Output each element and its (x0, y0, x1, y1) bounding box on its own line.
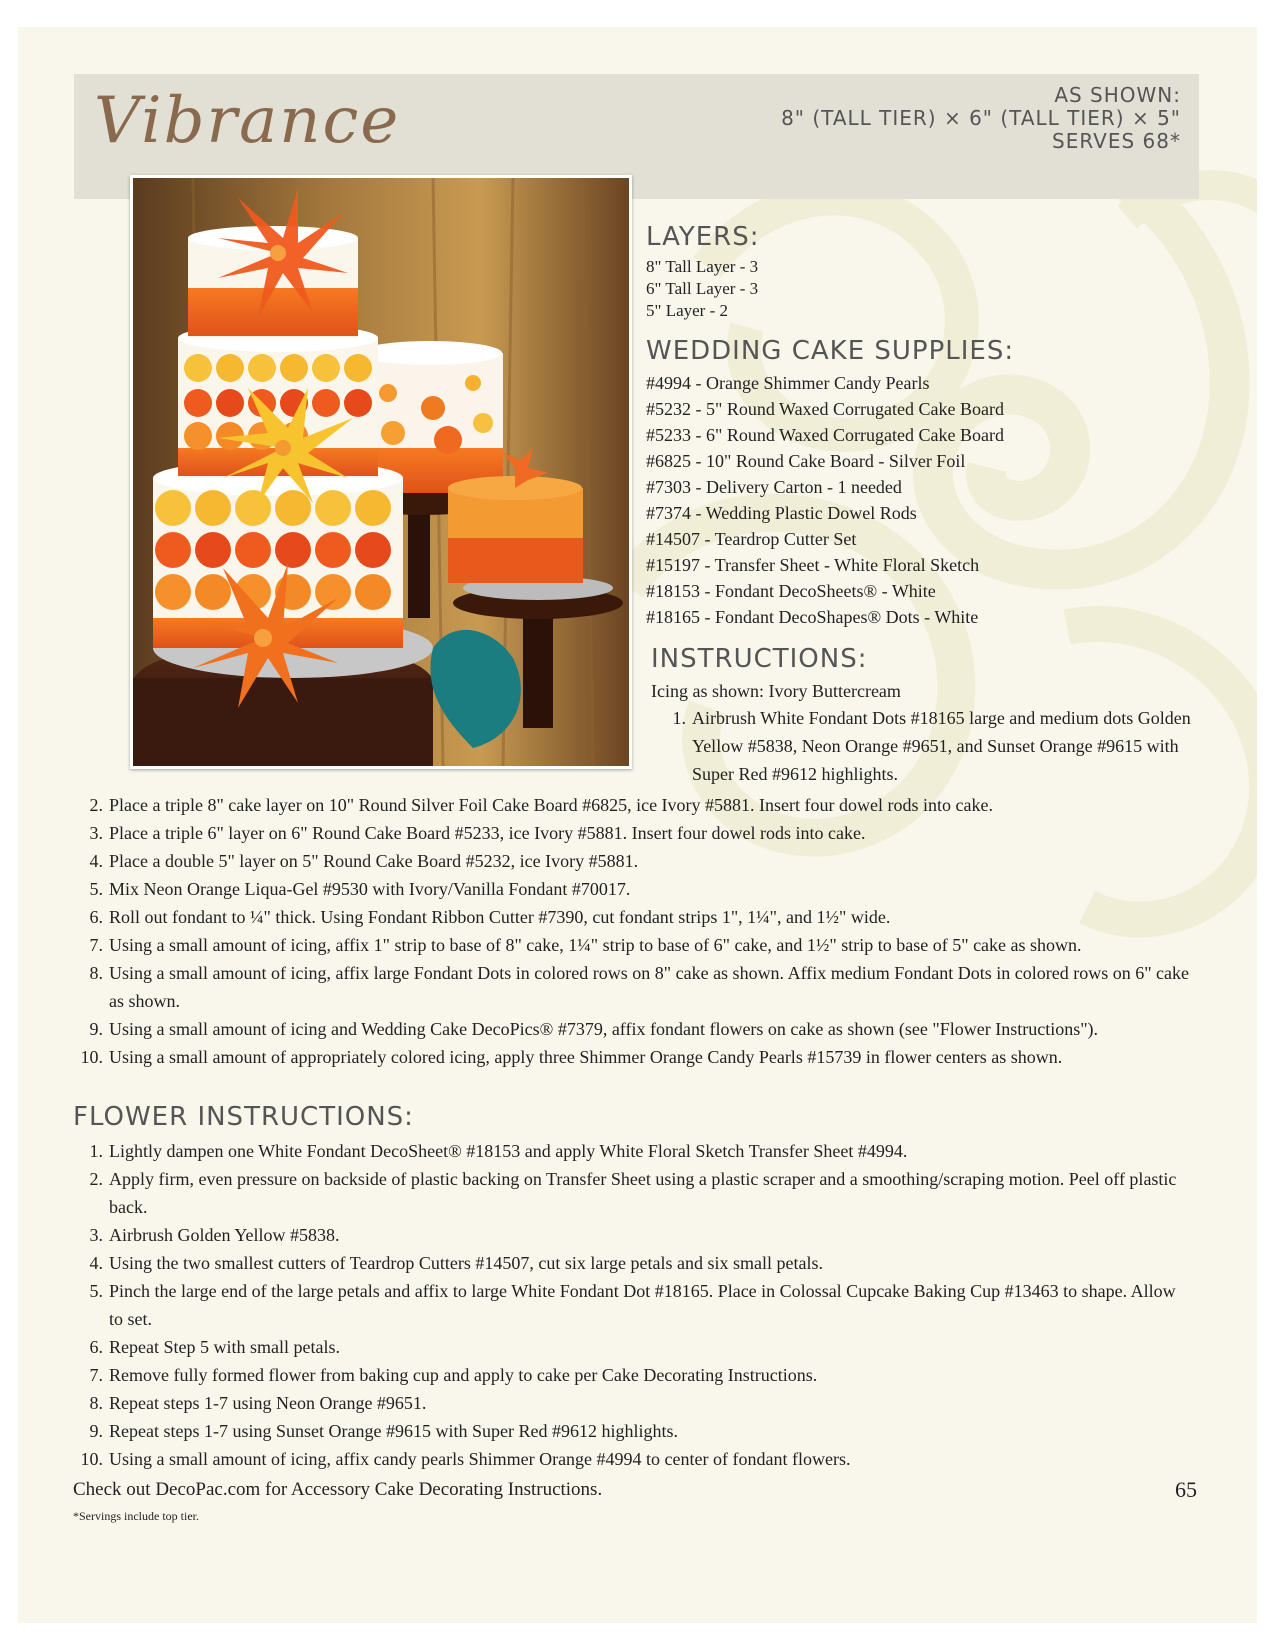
instruction-step: 6. Roll out fondant to ¼" thick. Using Fondant Ribbon Cutter #7390, cut fondant strips 1", 1¼", and 1½" wide. (89, 907, 891, 927)
supplies-heading: WEDDING CAKE SUPPLIES: (646, 336, 1015, 366)
flower-instructions-heading: FLOWER INSTRUCTIONS: (73, 1102, 414, 1132)
instructions-section (646, 644, 1206, 788)
instruction-step: 5. Mix Neon Orange Liqua-Gel #9530 with Ivory/Vanilla Fondant #70017. (89, 879, 631, 899)
flower-step: 6. Repeat Step 5 with small petals. (89, 1337, 340, 1357)
flower-step: 3. Airbrush Golden Yellow #5838. (89, 1225, 340, 1245)
flower-step: 10. Using a small amount of icing, affix candy pearls Shimmer Orange #4994 to center of fondant flowers. (80, 1449, 851, 1469)
list-item: 8" Tall Layer - 3 (646, 257, 759, 276)
instruction-step: 3. Place a triple 6" layer on 6" Round Cake Board #5233, ice Ivory #5881. Insert four dowel rods into cake. (89, 823, 866, 843)
layers-list (646, 256, 1206, 322)
list-item: #18153 - Fondant DecoSheets® - White (646, 581, 936, 601)
list-item: 5" Layer - 2 (646, 301, 728, 320)
instruction-step: 2. Place a triple 8" cake layer on 10" Round Silver Foil Cake Board #6825, ice Ivory #5881. Insert four dowel rods into cake. (89, 795, 993, 815)
layers-section (646, 222, 1206, 322)
list-item: #5232 - 5" Round Waxed Corrugated Cake Board (646, 399, 1004, 419)
flower-step: 7. Remove fully formed flower from baking cup and apply to cake per Cake Decorating Instructions. (89, 1365, 818, 1385)
supplies-list (646, 370, 1206, 630)
list-item: #6825 - 10" Round Cake Board - Silver Foil (646, 451, 966, 471)
flower-step: 5. Pinch the large end of the large petals and affix to large White Fondant Dot #18165. Place in Colossal Cupcake Baking Cup #13463 to shape. Allow to set. (89, 1281, 1176, 1329)
cake-photo (130, 175, 632, 769)
as-shown-serves: SERVES 68* (1052, 129, 1181, 153)
page-title: Vibrance (94, 84, 401, 158)
page (18, 27, 1257, 1623)
list-item: #18165 - Fondant DecoShapes® Dots - White (646, 607, 979, 627)
instruction-step: 8. Using a small amount of icing, affix large Fondant Dots in colored rows on 8" cake as shown. Affix medium Fondant Dots in colored rows on 6" cake as shown. (89, 963, 1190, 1011)
flower-step: 1. Lightly dampen one White Fondant DecoSheet® #18153 and apply White Floral Sketch Transfer Sheet #4994. (89, 1141, 908, 1161)
instructions-list-continued (73, 791, 1193, 1071)
flower-step: 4. Using the two smallest cutters of Teardrop Cutters #14507, cut six large petals and six small petals. (89, 1253, 823, 1273)
as-shown-label: AS SHOWN: (1054, 83, 1181, 107)
as-shown-info (781, 84, 1181, 153)
list-item: #15197 - Transfer Sheet - White Floral Sketch (646, 555, 980, 575)
icing-note: Icing as shown: Ivory Buttercream (651, 681, 901, 701)
instruction-step: 9. Using a small amount of icing and Wedding Cake DecoPics® #7379, affix fondant flowers on cake as shown (see "Flower Instructions"). (89, 1019, 1099, 1039)
instruction-step: 10. Using a small amount of appropriately colored icing, apply three Shimmer Orange Candy Pearls #15739 in flower centers as shown. (80, 1047, 1063, 1067)
list-item: #5233 - 6" Round Waxed Corrugated Cake Board (646, 425, 1004, 445)
supplies-section (646, 336, 1206, 630)
page-number: 65 (1175, 1477, 1197, 1502)
instructions-heading: INSTRUCTIONS: (651, 644, 868, 674)
servings-footnote: *Servings include top tier. (73, 1509, 199, 1523)
instruction-step: 1. Airbrush White Fondant Dots #18165 large and medium dots Golden Yellow #5838, Neon Orange #9651, and Sunset Orange #9615 with Super Red #9612 highlights. (672, 708, 1191, 784)
instructions-list-start (656, 704, 1206, 788)
list-item: 6" Tall Layer - 3 (646, 279, 759, 298)
footer-note: Check out DecoPac.com for Accessory Cake Decorating Instructions. (73, 1479, 603, 1500)
list-item: #7374 - Wedding Plastic Dowel Rods (646, 503, 917, 523)
flower-step: 8. Repeat steps 1-7 using Neon Orange #9651. (89, 1393, 427, 1413)
instruction-step: 4. Place a double 5" layer on 5" Round Cake Board #5232, ice Ivory #5881. (89, 851, 639, 871)
list-item: #14507 - Teardrop Cutter Set (646, 529, 857, 549)
layers-heading: LAYERS: (646, 222, 760, 252)
flower-instructions-list (73, 1137, 1193, 1473)
supplies-column (646, 222, 1206, 788)
list-item: #7303 - Delivery Carton - 1 needed (646, 477, 902, 497)
as-shown-dimensions: 8" (TALL TIER) × 6" (TALL TIER) × 5" (781, 106, 1181, 130)
flower-step: 9. Repeat steps 1-7 using Sunset Orange #9615 with Super Red #9612 highlights. (89, 1421, 678, 1441)
list-item: #4994 - Orange Shimmer Candy Pearls (646, 373, 930, 393)
flower-step: 2. Apply firm, even pressure on backside of plastic backing on Transfer Sheet using a plastic scraper and a smoothing/scraping motion. Peel off plastic back. (89, 1169, 1177, 1217)
instruction-step: 7. Using a small amount of icing, affix 1" strip to base of 8" cake, 1¼" strip to base of 6" cake, and 1½" strip to base of 5" cake as shown. (89, 935, 1082, 955)
